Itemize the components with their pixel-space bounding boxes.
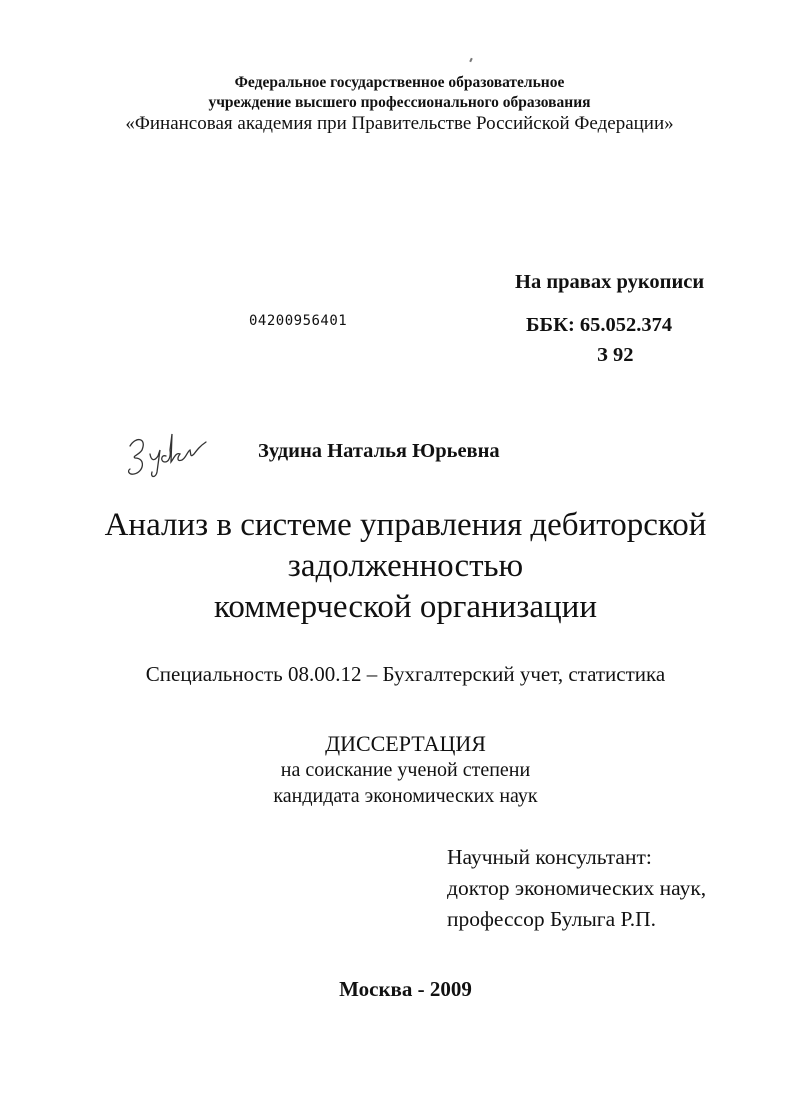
- advisor-name: профессор Булыга Р.П.: [447, 907, 657, 931]
- dissertation-heading: ДИССЕРТАЦИЯ: [325, 731, 486, 756]
- degree-line-2: кандидата экономических наук: [273, 785, 538, 807]
- advisor-label: Научный консультант:: [447, 845, 652, 869]
- advisor-degree: доктор экономических наук,: [447, 876, 707, 900]
- author-mark: З 92: [597, 344, 634, 366]
- advisor-block: [447, 842, 706, 935]
- author-signature: [120, 424, 215, 482]
- institution-line-2: учреждение высшего профессионального образования: [208, 94, 591, 111]
- institution-line-1: Федеральное государственное образовательное: [234, 74, 565, 91]
- dissertation-block: [6, 731, 799, 809]
- institution-name: «Финансовая академия при Правительстве Российской Федерации»: [125, 113, 674, 134]
- title-line-2: задолженностью: [287, 548, 524, 584]
- degree-line-1: на соискание ученой степени: [280, 759, 531, 781]
- bbk-index: ББК: 65.052.374: [526, 314, 673, 336]
- city-year: Москва - 2009: [339, 977, 472, 1001]
- scan-speck: [469, 58, 473, 62]
- rights-notice: На правах рукописи: [515, 271, 705, 293]
- title-line-3: коммерческой организации: [214, 589, 597, 625]
- title-line-1: Анализ в системе управления дебиторской: [104, 507, 707, 543]
- dissertation-title: [6, 505, 799, 628]
- specialty: Специальность 08.00.12 – Бухгалтерский учет, статистика: [145, 662, 666, 686]
- author-name: Зудина Наталья Юрьевна: [258, 440, 500, 462]
- catalog-code: 04200956401: [249, 313, 348, 329]
- signature-drawing: [120, 424, 215, 482]
- institution-header: [0, 73, 799, 135]
